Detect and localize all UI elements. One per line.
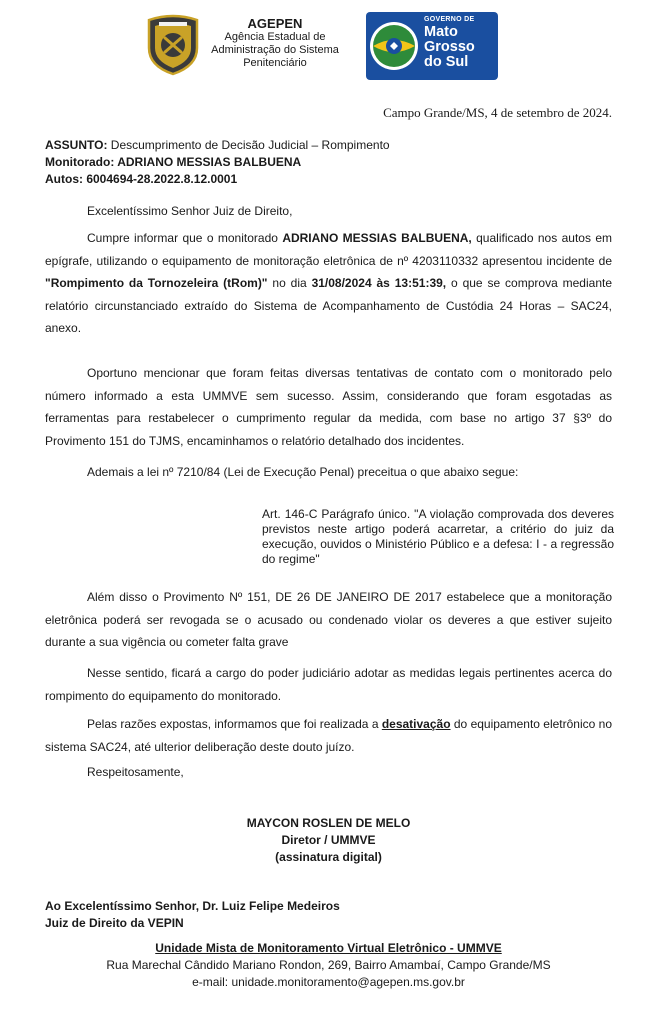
mato-grosso-do-sul-logo [366, 12, 498, 80]
letter-meta [45, 137, 390, 188]
addressee-block [45, 898, 340, 932]
p1-text-d: o que se comprova mediante relatório circunstanciado extraído do Sistema de Acompanhamento de Custódia 24 Horas – SAC24, anexo. [45, 276, 613, 335]
ms-logo-line-2: Grosso [424, 39, 475, 55]
p1-monitored-name: ADRIANO MESSIAS BALBUENA, [282, 231, 472, 245]
case-label: Autos: [45, 172, 83, 186]
addressee-line-1: Ao Excelentíssimo Senhor, Dr. Luiz Felipe Medeiros [45, 899, 340, 913]
monitored-row [45, 154, 390, 171]
case-value: 6004694-28.2022.8.12.0001 [83, 172, 238, 186]
agepen-line-1: Agência Estadual de [224, 31, 326, 43]
p1-text-b: qualificado nos autos em epígrafe, utilizando o equipamento de monitoração eletrônica de nº 4203110332 apresentou incidente de [45, 231, 613, 268]
paragraph-judiciary: Nesse sentido, ficará a cargo do poder judiciário adotar as medidas legais pertinentes acerca do rompimento do equipamento do monitorado. [45, 666, 612, 703]
p1-text-a: Cumpre informar que o monitorado [87, 231, 283, 245]
law-quote: Art. 146-C Parágrafo único. "A violação comprovada dos deveres previstos neste artigo poderá acarretar, a critério do juiz da execução, ouvidos o Ministério Público e a defesa: I - a regressão do regime" [262, 507, 614, 566]
footer-address: Rua Marechal Cândido Mariano Rondon, 269, Bairro Amambaí, Campo Grande/MS [106, 958, 551, 972]
paragraph-law-intro: Ademais a lei nº 7210/84 (Lei de Execução Penal) preceitua o que abaixo segue: [87, 465, 519, 479]
subject-row [45, 137, 390, 154]
agepen-short-name: AGEPEN [247, 16, 303, 31]
case-row [45, 171, 390, 188]
p6-deactivation-word: desativação [381, 717, 451, 731]
agepen-line-2: Administração do Sistema [211, 44, 339, 56]
paragraph-provimento: Além disso o Provimento Nº 151, DE 26 DE JANEIRO DE 2017 estabelece que a monitoração eletrônica poderá ser revogada se o acusado ou condenado violar os deveres a que estiver sujeito durante a sua vigência ou cometer falta grave [45, 590, 612, 649]
monitored-value: ADRIANO MESSIAS BALBUENA [114, 155, 302, 169]
date-line: Campo Grande/MS, 4 de setembro de 2024. [383, 105, 612, 120]
p6-text-a: Pelas razões expostas, informamos que foi realizada a [87, 717, 382, 731]
footer-email: e-mail: unidade.monitoramento@agepen.ms.gov.br [192, 975, 465, 989]
agepen-seal-logo [145, 14, 201, 76]
footer [0, 940, 657, 991]
signatory-role: Diretor / UMMVE [281, 833, 376, 847]
monitored-label: Monitorado: [45, 155, 115, 169]
letterhead [0, 10, 657, 80]
salutation: Excelentíssimo Senhor Juiz de Direito, [87, 204, 293, 218]
footer-unit: Unidade Mista de Monitoramento Virtual Eletrônico - UMMVE [155, 941, 502, 955]
p1-incident-type: "Rompimento da Tornozeleira (tRom)" [45, 276, 268, 290]
ms-logo-line-1: Mato [424, 24, 458, 40]
ms-logo-line-3: do Sul [424, 54, 469, 70]
p1-incident-datetime: 31/08/2024 às 13:51:39, [311, 276, 447, 290]
p6-text-b: do equipamento eletrônico no sistema SAC24, até ulterior deliberação deste douto juízo. [45, 717, 612, 754]
paragraph-deactivation [45, 713, 612, 758]
subject-value: Descumprimento de Decisão Judicial – Rompimento [107, 138, 390, 152]
signature-block [0, 815, 657, 866]
paragraph-incident [45, 227, 612, 340]
paragraph-contact-attempts: Oportuno mencionar que foram feitas diversas tentativas de contato com o monitorado pelo número informado a esta UMMVE sem sucesso. Assim, considerando que foram esgotadas as ferramentas para restabelecer o cumprimento regular da medida, com base no artigo 37 §3º do Provimento 151 do TJMS, encaminhamos o relatório detalhado dos incidentes. [45, 366, 612, 448]
subject-label: ASSUNTO: [45, 138, 108, 152]
signature-note: (assinatura digital) [275, 850, 382, 864]
agepen-name-block [205, 16, 345, 70]
closing: Respeitosamente, [87, 765, 184, 779]
ms-logo-state-name [424, 25, 475, 70]
ms-logo-government: GOVERNO DE [424, 16, 475, 23]
agepen-line-3: Penitenciário [243, 57, 307, 69]
signatory-name: MAYCON ROSLEN DE MELO [246, 816, 411, 830]
addressee-line-2: Juiz de Direito da VEPIN [45, 916, 184, 930]
p1-text-c: no dia [267, 276, 312, 290]
